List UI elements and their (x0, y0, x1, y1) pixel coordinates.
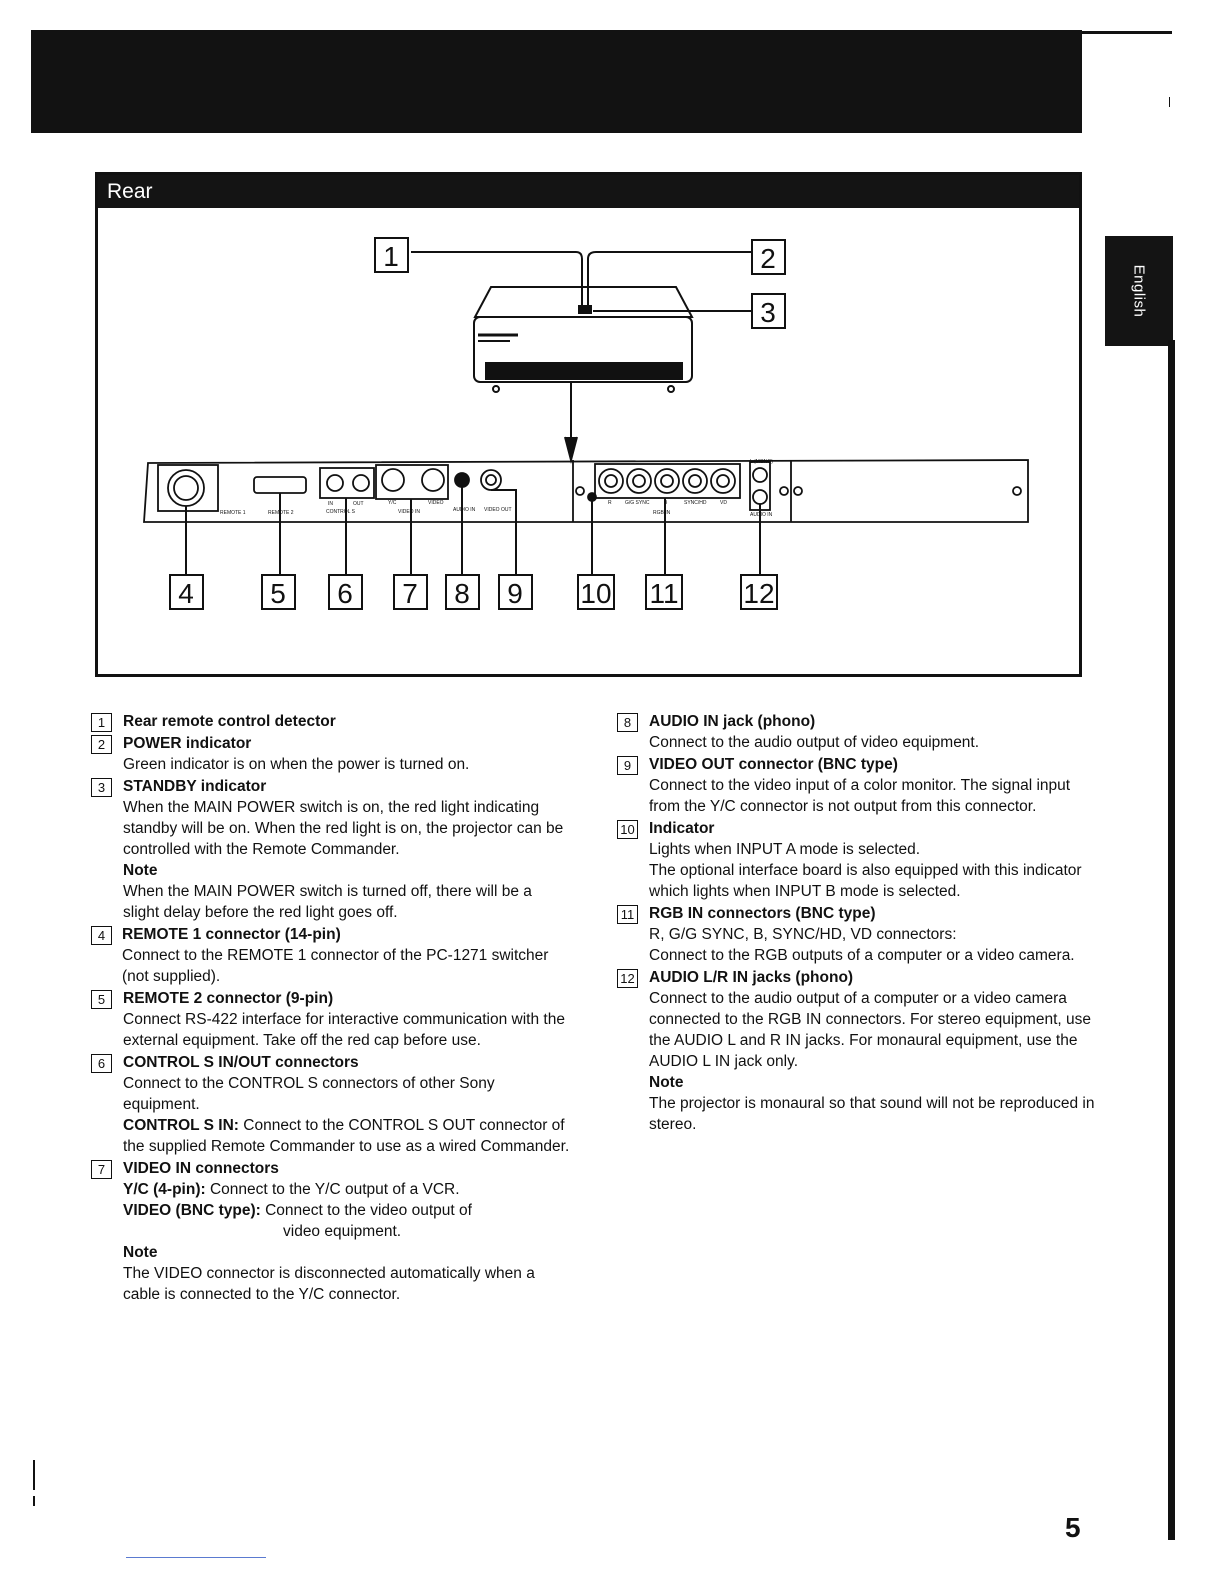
item-number: 12 (617, 969, 638, 988)
item-number: 8 (617, 713, 638, 732)
bottom-rule (126, 1557, 266, 1558)
item-number: 10 (617, 820, 638, 839)
item-title: STANDBY indicator (123, 778, 267, 795)
top-rule (1082, 31, 1172, 34)
item-body-2: The optional interface board is also equipped with this indicator which lights when INPUT B mode is selected. (649, 862, 1082, 900)
item-number: 6 (91, 1054, 112, 1073)
item-title: RGB IN connectors (BNC type) (649, 905, 876, 922)
item-body: Green indicator is on when the power is turned on. (123, 756, 470, 773)
list-item (617, 967, 1097, 1135)
label-out: OUT (353, 501, 364, 507)
item-title: VIDEO OUT connector (BNC type) (649, 756, 898, 773)
label-g-sync: G/G SYNC (625, 500, 650, 506)
item-body: Lights when INPUT A mode is selected. (649, 841, 921, 858)
item-body: Connect to the audio output of video equipment. (649, 734, 980, 751)
label-b: B (664, 500, 668, 506)
note-heading: Note (123, 862, 158, 879)
callout-12: 12 (743, 578, 775, 609)
label-audio-in-r: AUDIO IN (750, 512, 773, 518)
language-tab-label: English (1130, 264, 1148, 318)
item-body-2: Connect to the RGB outputs of a computer or a video camera. (649, 947, 1075, 964)
diagram-title: Rear (107, 180, 153, 203)
label-control-s: CONTROL S (326, 509, 355, 515)
callout-2: 2 (760, 243, 776, 274)
list-item (91, 711, 571, 732)
item-title: REMOTE 1 connector (14-pin) (122, 926, 341, 943)
callout-3: 3 (760, 297, 776, 328)
note-text: The projector is monaural so that sound will not be reproduced in stereo. (649, 1095, 1095, 1133)
video-text-2: video equipment. (283, 1223, 402, 1240)
label-mono: L (MONO) (750, 459, 773, 465)
callout-9: 9 (507, 578, 523, 609)
list-item (617, 903, 1097, 966)
note-heading: Note (649, 1074, 684, 1091)
callout-7: 7 (402, 578, 418, 609)
yc-text: Connect to the Y/C output of a VCR. (205, 1181, 460, 1198)
descriptions-left-column (91, 711, 571, 1306)
rear-panel-illustration (98, 175, 1079, 674)
label-video: VIDEO (428, 500, 444, 506)
language-tab (1105, 236, 1173, 346)
label-r: R (608, 500, 612, 506)
item-number: 4 (91, 926, 112, 945)
list-item (617, 754, 1097, 817)
label-rgb-in: RGB IN (653, 510, 671, 516)
item-body: When the MAIN POWER switch is on, the red light indicating standby will be on. When the red light is on, the projector can be controlled with the Remote Commander. (123, 799, 564, 858)
note-heading: Note (123, 1244, 158, 1261)
descriptions-right-column (617, 711, 1097, 1136)
item-number: 11 (617, 905, 638, 924)
callout-5: 5 (270, 578, 286, 609)
yc-lead: Y/C (4-pin): (123, 1181, 206, 1198)
list-item (617, 711, 1097, 753)
page-number: 5 (1065, 1512, 1081, 1543)
bold-lead: CONTROL S IN: (123, 1117, 239, 1134)
list-item (91, 1052, 571, 1157)
callout-4: 4 (178, 578, 194, 609)
item-title: Indicator (649, 820, 715, 837)
item-body: Connect to the audio output of a computer or a video camera connected to the RGB IN connectors. For stereo equipment, use the AUDIO L and R IN jacks. For monaural equipment, use the AUDIO L IN jack only. (649, 990, 1091, 1070)
item-body: Connect to the video input of a color monitor. The signal input from the Y/C connector is not output from this connector. (649, 777, 1071, 815)
list-item (91, 924, 571, 987)
label-audio-in: AUDIO IN (453, 507, 476, 513)
list-item (91, 733, 571, 775)
item-body-2 (123, 1115, 571, 1157)
item-title: REMOTE 2 connector (9-pin) (123, 990, 334, 1007)
margin-tick (1169, 97, 1170, 107)
item-body: Connect RS-422 interface for interactive communication with the external equipment. Take off the red cap before use. (123, 1011, 565, 1049)
callout-11: 11 (649, 578, 679, 609)
label-yc: Y/C (388, 500, 397, 506)
callout-1: 1 (383, 241, 399, 272)
margin-tick (33, 1496, 35, 1506)
item-number: 1 (91, 713, 112, 732)
note-text: The VIDEO connector is disconnected automatically when a cable is connected to the Y/C connector. (123, 1265, 535, 1303)
list-item (91, 776, 571, 923)
label-video-out: VIDEO OUT (484, 507, 512, 513)
note-text: When the MAIN POWER switch is turned off, there will be a slight delay before the red light goes off. (123, 883, 532, 921)
item-number: 7 (91, 1160, 112, 1179)
item-body: Connect to the CONTROL S connectors of other Sony equipment. (123, 1075, 495, 1113)
label-sync-hd: SYNC/HD (684, 500, 707, 506)
item-title: VIDEO IN connectors (123, 1160, 279, 1177)
rear-diagram (95, 172, 1082, 677)
item-body: Connect to the REMOTE 1 connector of the PC-1271 switcher (not supplied). (122, 947, 549, 985)
video-line (123, 1200, 571, 1221)
list-item (617, 818, 1097, 902)
item-number: 2 (91, 735, 112, 754)
callout-6: 6 (337, 578, 353, 609)
item-number: 5 (91, 990, 112, 1009)
callout-8: 8 (454, 578, 470, 609)
item-title: CONTROL S IN/OUT connectors (123, 1054, 359, 1071)
item-body-2-text: Connect to the CONTROL S OUT connector of the supplied Remote Commander to use as a wired Commander. (123, 1117, 570, 1155)
item-title: AUDIO L/R IN jacks (phono) (649, 969, 854, 986)
margin-tick (33, 1460, 35, 1490)
video-lead: VIDEO (BNC type): (123, 1202, 261, 1219)
list-item (91, 1158, 571, 1305)
item-title: Rear remote control detector (123, 713, 336, 730)
item-number: 3 (91, 778, 112, 797)
right-edge-rule (1168, 340, 1175, 1540)
label-in: IN (328, 501, 333, 507)
item-body: R, G/G SYNC, B, SYNC/HD, VD connectors: (649, 926, 957, 943)
item-title: POWER indicator (123, 735, 252, 752)
label-remote2: REMOTE 2 (268, 510, 294, 516)
label-remote1: REMOTE 1 (220, 510, 246, 516)
yc-line (123, 1179, 571, 1200)
label-video-in: VIDEO IN (398, 509, 420, 515)
video-text: Connect to the video output of (260, 1202, 472, 1219)
callout-10: 10 (580, 578, 612, 609)
label-vd: VD (720, 500, 727, 506)
list-item (91, 988, 571, 1051)
item-title: AUDIO IN jack (phono) (649, 713, 816, 730)
item-number: 9 (617, 756, 638, 775)
top-banner (31, 30, 1082, 133)
